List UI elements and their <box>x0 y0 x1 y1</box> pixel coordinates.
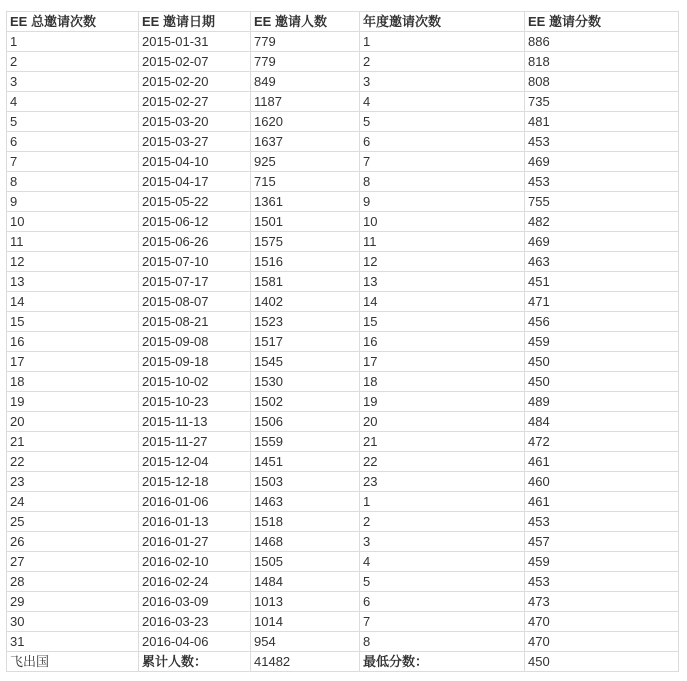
cell-annual-invitations: 20 <box>360 412 525 432</box>
cell-invited-count: 1517 <box>251 332 360 352</box>
cell-invitation-score: 450 <box>525 352 679 372</box>
table-row <box>7 572 679 592</box>
cell-invitation-date: 2015-06-12 <box>139 212 251 232</box>
cell-invitation-score: 808 <box>525 72 679 92</box>
cell-invitation-date: 2015-01-31 <box>139 32 251 52</box>
cell-invitation-score: 453 <box>525 132 679 152</box>
cell-invited-count: 1530 <box>251 372 360 392</box>
cell-invited-count: 1014 <box>251 612 360 632</box>
cell-total-invitations: 7 <box>7 152 139 172</box>
cell-invitation-score: 469 <box>525 152 679 172</box>
cell-invitation-date: 2015-10-23 <box>139 392 251 412</box>
cell-invitation-date: 2016-02-24 <box>139 572 251 592</box>
cell-invitation-score: 457 <box>525 532 679 552</box>
cell-invitation-score: 459 <box>525 552 679 572</box>
table-row <box>7 112 679 132</box>
cell-annual-invitations: 13 <box>360 272 525 292</box>
cell-annual-invitations: 2 <box>360 52 525 72</box>
cell-total-invitations: 17 <box>7 352 139 372</box>
cell-invitation-score: 469 <box>525 232 679 252</box>
cell-invited-count: 1516 <box>251 252 360 272</box>
cell-total-invitations: 26 <box>7 532 139 552</box>
table-row <box>7 392 679 412</box>
cell-total-invitations: 3 <box>7 72 139 92</box>
table-row <box>7 492 679 512</box>
cell-total-invitations: 27 <box>7 552 139 572</box>
cell-invitation-date: 2015-03-27 <box>139 132 251 152</box>
table-body <box>7 32 679 652</box>
cell-invitation-score: 456 <box>525 312 679 332</box>
cell-invitation-date: 2016-01-06 <box>139 492 251 512</box>
cell-invited-count: 779 <box>251 32 360 52</box>
table-row <box>7 472 679 492</box>
cell-invitation-date: 2015-08-21 <box>139 312 251 332</box>
table-row <box>7 52 679 72</box>
cell-invitation-score: 470 <box>525 632 679 652</box>
cell-invited-count: 1545 <box>251 352 360 372</box>
cell-invitation-date: 2015-05-22 <box>139 192 251 212</box>
cell-invitation-date: 2016-04-06 <box>139 632 251 652</box>
table-row <box>7 192 679 212</box>
cell-invited-count: 1637 <box>251 132 360 152</box>
cell-invited-count: 1468 <box>251 532 360 552</box>
cell-invitation-score: 471 <box>525 292 679 312</box>
cell-invitation-score: 453 <box>525 572 679 592</box>
cell-total-invitations: 22 <box>7 452 139 472</box>
cell-invited-count: 1503 <box>251 472 360 492</box>
cell-total-invitations: 5 <box>7 112 139 132</box>
cell-annual-invitations: 10 <box>360 212 525 232</box>
table-row <box>7 312 679 332</box>
table-row <box>7 432 679 452</box>
table-row <box>7 412 679 432</box>
cell-total-invitations: 23 <box>7 472 139 492</box>
table-header-row <box>7 12 679 32</box>
cell-total-invitations: 18 <box>7 372 139 392</box>
cell-total-invitations: 20 <box>7 412 139 432</box>
cell-invitation-score: 453 <box>525 512 679 532</box>
cell-annual-invitations: 3 <box>360 532 525 552</box>
cell-total-invitations: 10 <box>7 212 139 232</box>
cell-invited-count: 1575 <box>251 232 360 252</box>
cell-invitation-date: 2015-12-04 <box>139 452 251 472</box>
cell-annual-invitations: 23 <box>360 472 525 492</box>
cell-invitation-score: 459 <box>525 332 679 352</box>
table-row <box>7 232 679 252</box>
cell-annual-invitations: 12 <box>360 252 525 272</box>
cell-annual-invitations: 1 <box>360 492 525 512</box>
cell-annual-invitations: 18 <box>360 372 525 392</box>
cell-annual-invitations: 17 <box>360 352 525 372</box>
cell-invited-count: 1581 <box>251 272 360 292</box>
table-row <box>7 172 679 192</box>
ee-invitation-table <box>6 11 679 672</box>
footer-source: 飞出国 <box>7 652 139 672</box>
cell-invitation-date: 2016-03-23 <box>139 612 251 632</box>
cell-invited-count: 1451 <box>251 452 360 472</box>
cell-annual-invitations: 6 <box>360 132 525 152</box>
cell-invitation-date: 2015-08-07 <box>139 292 251 312</box>
cell-annual-invitations: 1 <box>360 32 525 52</box>
cell-invitation-date: 2015-10-02 <box>139 372 251 392</box>
cell-invitation-score: 470 <box>525 612 679 632</box>
table-row <box>7 332 679 352</box>
table-row <box>7 512 679 532</box>
table-row <box>7 452 679 472</box>
cell-invitation-score: 473 <box>525 592 679 612</box>
cell-invitation-score: 453 <box>525 172 679 192</box>
cell-total-invitations: 14 <box>7 292 139 312</box>
cell-invitation-date: 2015-02-07 <box>139 52 251 72</box>
cell-invitation-score: 460 <box>525 472 679 492</box>
cell-total-invitations: 21 <box>7 432 139 452</box>
cell-invitation-score: 481 <box>525 112 679 132</box>
cell-annual-invitations: 7 <box>360 152 525 172</box>
cell-invitation-date: 2015-11-27 <box>139 432 251 452</box>
cell-invited-count: 779 <box>251 52 360 72</box>
cell-total-invitations: 2 <box>7 52 139 72</box>
cell-total-invitations: 1 <box>7 32 139 52</box>
cell-total-invitations: 28 <box>7 572 139 592</box>
cell-invitation-date: 2015-11-13 <box>139 412 251 432</box>
cell-annual-invitations: 22 <box>360 452 525 472</box>
cell-invitation-score: 463 <box>525 252 679 272</box>
cell-invitation-date: 2015-06-26 <box>139 232 251 252</box>
cell-invited-count: 1402 <box>251 292 360 312</box>
table-footer-row <box>7 652 679 672</box>
table-row <box>7 152 679 172</box>
table-row <box>7 252 679 272</box>
header-annual-invitations: 年度邀请次数 <box>360 12 525 32</box>
cell-total-invitations: 12 <box>7 252 139 272</box>
cell-invitation-date: 2015-02-27 <box>139 92 251 112</box>
cell-invitation-date: 2015-07-17 <box>139 272 251 292</box>
cell-annual-invitations: 14 <box>360 292 525 312</box>
cell-invitation-date: 2015-12-18 <box>139 472 251 492</box>
cell-annual-invitations: 8 <box>360 172 525 192</box>
table-row <box>7 592 679 612</box>
footer-total-label: 累计人数： <box>139 652 251 672</box>
cell-invited-count: 1518 <box>251 512 360 532</box>
header-invitation-date: EE 邀请日期 <box>139 12 251 32</box>
table-row <box>7 612 679 632</box>
cell-invited-count: 1505 <box>251 552 360 572</box>
cell-total-invitations: 16 <box>7 332 139 352</box>
cell-invited-count: 849 <box>251 72 360 92</box>
cell-invitation-date: 2015-09-18 <box>139 352 251 372</box>
table-row <box>7 132 679 152</box>
cell-annual-invitations: 2 <box>360 512 525 532</box>
footer-total-value: 41482 <box>251 652 360 672</box>
cell-total-invitations: 24 <box>7 492 139 512</box>
cell-invitation-score: 451 <box>525 272 679 292</box>
cell-annual-invitations: 15 <box>360 312 525 332</box>
table-row <box>7 532 679 552</box>
cell-annual-invitations: 21 <box>360 432 525 452</box>
cell-total-invitations: 6 <box>7 132 139 152</box>
cell-annual-invitations: 4 <box>360 552 525 572</box>
cell-invitation-score: 461 <box>525 492 679 512</box>
cell-annual-invitations: 3 <box>360 72 525 92</box>
cell-annual-invitations: 5 <box>360 572 525 592</box>
cell-annual-invitations: 8 <box>360 632 525 652</box>
table-row <box>7 352 679 372</box>
cell-invitation-date: 2016-03-09 <box>139 592 251 612</box>
cell-invitation-date: 2016-01-27 <box>139 532 251 552</box>
cell-invited-count: 1502 <box>251 392 360 412</box>
table-row <box>7 372 679 392</box>
cell-total-invitations: 29 <box>7 592 139 612</box>
cell-invitation-date: 2016-01-13 <box>139 512 251 532</box>
cell-invited-count: 1559 <box>251 432 360 452</box>
cell-invited-count: 1620 <box>251 112 360 132</box>
cell-invitation-score: 484 <box>525 412 679 432</box>
cell-invited-count: 1523 <box>251 312 360 332</box>
table-row <box>7 552 679 572</box>
cell-annual-invitations: 19 <box>360 392 525 412</box>
cell-invitation-score: 818 <box>525 52 679 72</box>
footer-min-value: 450 <box>525 652 679 672</box>
table-row <box>7 292 679 312</box>
table-row <box>7 272 679 292</box>
cell-total-invitations: 19 <box>7 392 139 412</box>
cell-invited-count: 1506 <box>251 412 360 432</box>
cell-annual-invitations: 11 <box>360 232 525 252</box>
cell-annual-invitations: 16 <box>360 332 525 352</box>
cell-invited-count: 954 <box>251 632 360 652</box>
table-row <box>7 632 679 652</box>
cell-total-invitations: 25 <box>7 512 139 532</box>
cell-invitation-score: 472 <box>525 432 679 452</box>
cell-total-invitations: 30 <box>7 612 139 632</box>
cell-invited-count: 1501 <box>251 212 360 232</box>
header-total-invitations: EE 总邀请次数 <box>7 12 139 32</box>
footer-min-label: 最低分数： <box>360 652 525 672</box>
cell-invited-count: 1463 <box>251 492 360 512</box>
cell-invited-count: 925 <box>251 152 360 172</box>
cell-invited-count: 1484 <box>251 572 360 592</box>
cell-annual-invitations: 9 <box>360 192 525 212</box>
cell-invitation-score: 886 <box>525 32 679 52</box>
table-row <box>7 32 679 52</box>
cell-invited-count: 715 <box>251 172 360 192</box>
cell-invitation-score: 450 <box>525 372 679 392</box>
cell-invitation-score: 482 <box>525 212 679 232</box>
cell-invitation-score: 461 <box>525 452 679 472</box>
cell-invitation-date: 2015-03-20 <box>139 112 251 132</box>
cell-invitation-date: 2016-02-10 <box>139 552 251 572</box>
cell-annual-invitations: 4 <box>360 92 525 112</box>
cell-invitation-date: 2015-02-20 <box>139 72 251 92</box>
cell-total-invitations: 13 <box>7 272 139 292</box>
cell-invited-count: 1361 <box>251 192 360 212</box>
cell-invitation-score: 755 <box>525 192 679 212</box>
cell-annual-invitations: 5 <box>360 112 525 132</box>
cell-annual-invitations: 6 <box>360 592 525 612</box>
cell-total-invitations: 31 <box>7 632 139 652</box>
cell-total-invitations: 9 <box>7 192 139 212</box>
table-row <box>7 212 679 232</box>
cell-total-invitations: 4 <box>7 92 139 112</box>
cell-invitation-date: 2015-04-17 <box>139 172 251 192</box>
cell-invitation-score: 735 <box>525 92 679 112</box>
cell-total-invitations: 8 <box>7 172 139 192</box>
cell-invitation-date: 2015-09-08 <box>139 332 251 352</box>
cell-invitation-date: 2015-07-10 <box>139 252 251 272</box>
cell-invited-count: 1013 <box>251 592 360 612</box>
table-row <box>7 72 679 92</box>
cell-annual-invitations: 7 <box>360 612 525 632</box>
cell-invitation-score: 489 <box>525 392 679 412</box>
table-row <box>7 92 679 112</box>
header-invited-count: EE 邀请人数 <box>251 12 360 32</box>
cell-total-invitations: 15 <box>7 312 139 332</box>
cell-invitation-date: 2015-04-10 <box>139 152 251 172</box>
cell-total-invitations: 11 <box>7 232 139 252</box>
cell-invited-count: 1187 <box>251 92 360 112</box>
header-invitation-score: EE 邀请分数 <box>525 12 679 32</box>
